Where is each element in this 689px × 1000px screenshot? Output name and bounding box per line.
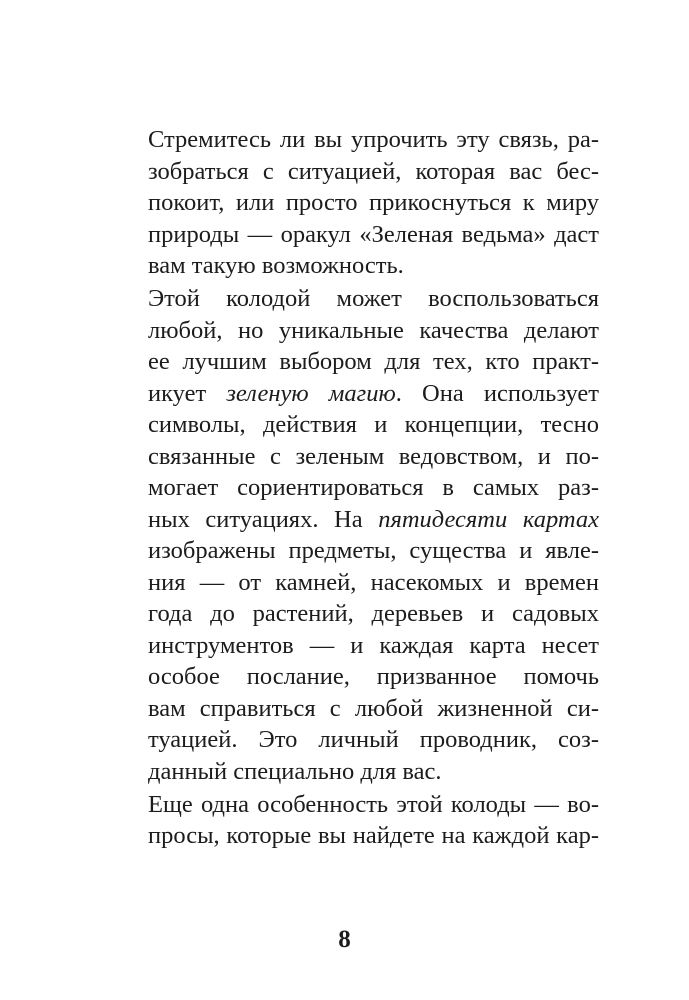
paragraph xyxy=(148,789,599,852)
text-segment: просы, которые вы найдете на каждой кар- xyxy=(148,822,599,849)
text-line xyxy=(148,219,599,251)
italic-text: зеленую магию xyxy=(226,379,396,407)
text-segment: ее лучшим выбором для тех, кто практ- xyxy=(148,348,599,375)
text-line xyxy=(148,598,599,630)
text-segment: особое послание, призванное помочь xyxy=(148,663,599,690)
text-segment: вам такую возможность. xyxy=(148,252,404,279)
text-line xyxy=(148,346,599,378)
text-segment: изображены предметы, существа и явле- xyxy=(148,537,599,564)
text-segment: символы, действия и концепции, тесно xyxy=(148,411,599,438)
text-segment: Стремитесь ли вы упрочить эту связь, ра- xyxy=(148,126,599,153)
text-line xyxy=(148,789,599,821)
italic-text: пятидесяти картах xyxy=(378,505,599,533)
text-segment: икует xyxy=(148,379,227,407)
text-line xyxy=(148,124,599,156)
body-text xyxy=(148,124,599,853)
text-segment: года до растений, деревьев и садовых xyxy=(148,600,599,627)
text-line xyxy=(148,504,599,536)
text-line xyxy=(148,630,599,662)
text-segment: туацией. Это личный проводник, соз- xyxy=(148,726,599,753)
text-segment: ных ситуациях. На xyxy=(148,505,379,533)
paragraph xyxy=(148,124,599,282)
text-line xyxy=(148,535,599,567)
text-segment: любой, но уникальные качества делают xyxy=(148,316,599,344)
text-segment: Этой колодой может воспользоваться xyxy=(148,285,599,312)
text-line xyxy=(148,472,599,504)
paragraph xyxy=(148,283,599,787)
text-segment: ния — от камней, насекомых и времен xyxy=(148,568,599,596)
text-segment: покоит, или просто прикоснуться к миру xyxy=(148,189,599,216)
text-line xyxy=(148,378,599,410)
text-line xyxy=(148,820,599,852)
text-segment: инструментов — и каждая карта несет xyxy=(148,631,599,659)
text-line xyxy=(148,693,599,725)
text-line xyxy=(148,283,599,315)
text-line xyxy=(148,756,599,788)
text-line xyxy=(148,567,599,599)
text-segment: данный специально для вас. xyxy=(148,757,442,785)
text-segment: зобраться с ситуацией, которая вас бес- xyxy=(148,157,599,185)
text-line xyxy=(148,156,599,188)
text-line xyxy=(148,409,599,441)
text-line xyxy=(148,315,599,347)
text-segment: связанные с зеленым ведовством, и по- xyxy=(148,442,599,470)
text-line xyxy=(148,441,599,473)
text-segment: Еще одна особенность этой колоды — во- xyxy=(148,790,599,818)
text-segment: . Она использует xyxy=(395,379,599,407)
text-line xyxy=(148,250,599,282)
text-line xyxy=(148,661,599,693)
text-segment: природы — оракул «Зеленая ведьма» даст xyxy=(148,220,599,248)
text-segment: могает сориентироваться в самых раз- xyxy=(148,474,599,501)
page-number: 8 xyxy=(338,926,351,953)
text-segment: вам справиться с любой жизненной си- xyxy=(148,694,599,722)
text-line xyxy=(148,187,599,219)
text-line xyxy=(148,724,599,756)
